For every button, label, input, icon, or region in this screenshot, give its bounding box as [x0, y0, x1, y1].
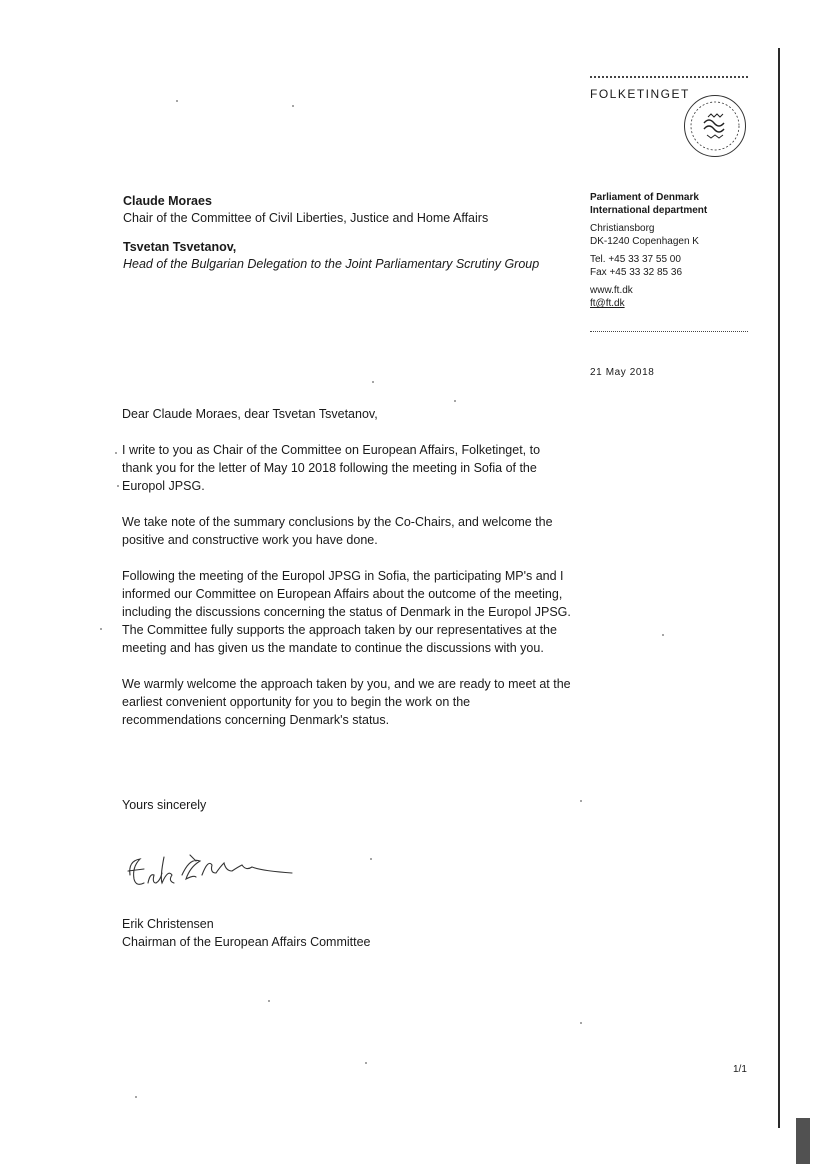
- sender-tel: Tel. +45 33 37 55 00: [590, 254, 681, 265]
- handwritten-signature: [120, 845, 310, 897]
- scan-speck: [100, 628, 102, 630]
- scan-speck: [662, 634, 664, 636]
- scan-speck: [115, 452, 117, 454]
- scan-speck: [268, 1000, 270, 1002]
- sender-department: International department: [590, 205, 708, 216]
- scan-speck: [135, 1096, 137, 1098]
- folketinget-seal-icon: [684, 95, 746, 157]
- salutation: Dear Claude Moraes, dear Tsvetan Tsvetanov,: [122, 407, 378, 421]
- letter-body: [122, 405, 572, 747]
- scan-speck: [580, 1022, 582, 1024]
- organization-name: FOLKETINGET: [590, 87, 690, 101]
- recipient1-name: Claude Moraes: [123, 194, 212, 208]
- paragraph-3: Following the meeting of the Europol JPSG in Sofia, the participating MP's and I informed our Committee on European Affairs about the outcome of the meeting, including the discussions concerning the status of Denmark in the Europol JPSG. The Committee fully supports the approach taken by our representatives at the meeting and has given us the mandate to continue the discussions with you.: [122, 569, 571, 655]
- scan-speck: [370, 858, 372, 860]
- paragraph-2: We take note of the summary conclusions by the Co-Chairs, and welcome the positive and constructive work you have done.: [122, 515, 553, 547]
- closing: Yours sincerely: [122, 798, 207, 812]
- sender-address-line2: DK-1240 Copenhagen K: [590, 236, 699, 247]
- sender-address-line1: Christiansborg: [590, 223, 655, 234]
- sender-website[interactable]: www.ft.dk: [590, 285, 633, 296]
- signatory-title: Chairman of the European Affairs Committee: [122, 935, 371, 949]
- sender-rule: [590, 331, 748, 332]
- scan-speck: [117, 485, 119, 487]
- sender-name: Parliament of Denmark: [590, 192, 699, 203]
- scan-speck: [292, 105, 294, 107]
- sender-email[interactable]: ft@ft.dk: [590, 298, 625, 309]
- recipient2-name: Tsvetan Tsvetanov,: [123, 240, 237, 254]
- signatory-name: Erik Christensen: [122, 917, 214, 931]
- scan-speck: [580, 800, 582, 802]
- page-number: 1/1: [733, 1064, 747, 1075]
- sender-block: [590, 191, 707, 310]
- paragraph-1: I write to you as Chair of the Committee on European Affairs, Folketinget, to thank you for the letter of May 10 2018 following the meeting in Sofia of the Europol JPSG.: [122, 443, 541, 493]
- scan-speck: [372, 381, 374, 383]
- recipient2-role: Head of the Bulgarian Delegation to the Joint Parliamentary Scrutiny Group: [123, 257, 540, 271]
- signatory-block: [122, 915, 371, 951]
- scan-speck: [176, 100, 178, 102]
- recipients-block: [123, 193, 539, 273]
- header-rule: [590, 76, 748, 78]
- letter-date: 21 May 2018: [590, 367, 655, 378]
- scan-edge-line: [778, 48, 780, 1128]
- scan-speck: [454, 400, 456, 402]
- paragraph-4: We warmly welcome the approach taken by you, and we are ready to meet at the earliest convenient opportunity for you to begin the work on the recommendations concerning Denmark's status.: [122, 677, 571, 727]
- sender-fax: Fax +45 33 32 85 36: [590, 267, 683, 278]
- recipient1-role: Chair of the Committee of Civil Liberties, Justice and Home Affairs: [123, 211, 489, 225]
- scan-scuff-mark: [796, 1118, 810, 1164]
- scan-speck: [365, 1062, 367, 1064]
